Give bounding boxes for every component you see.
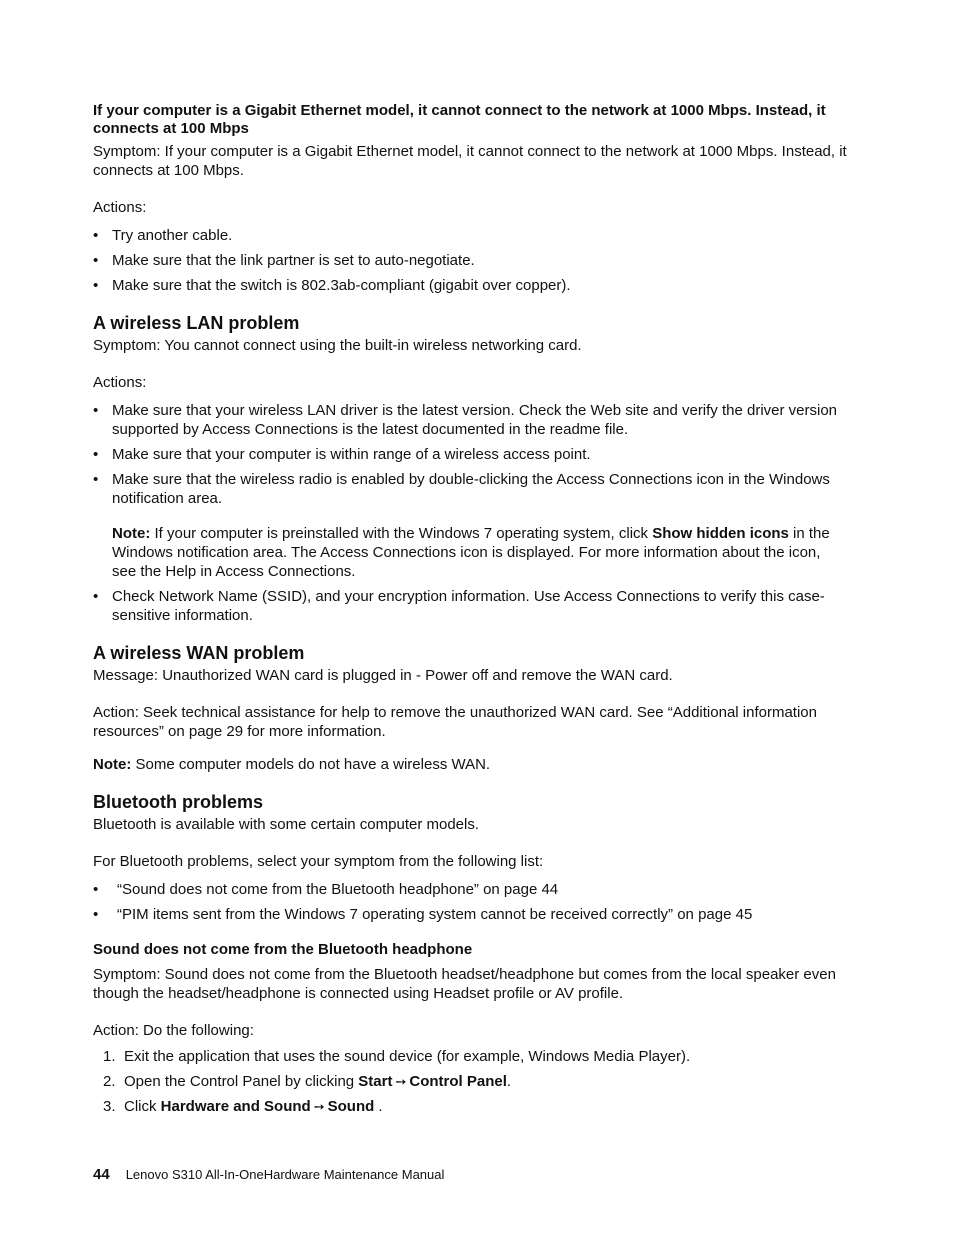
bluetooth-heading: Bluetooth problems (93, 792, 263, 812)
bullet: • (93, 402, 99, 419)
symptom-link[interactable]: • “Sound does not come from the Bluetooth headphone” on page 44 (93, 881, 559, 898)
bullet: • (93, 446, 99, 463)
wlan-symptom: Symptom: You cannot connect using the built-in wireless networking card. (93, 337, 582, 354)
bullet: • (93, 906, 99, 923)
list-item: • Check Network Name (SSID), and your encryption information. Use Access Connections to verify this case-sensitive information. (93, 588, 825, 624)
list-item: 3. Click Hardware and Sound ➙ Sound . (103, 1098, 383, 1115)
bluetooth-action-label: Action: Do the following: (93, 1022, 254, 1039)
page-footer (93, 1166, 444, 1183)
page-number: 44 (93, 1166, 110, 1183)
wwan-action: Action: Seek technical assistance for help to remove the unauthorized WAN card. See “Additional information resources” on page 29 for more information. (93, 704, 817, 740)
bullet: • (93, 881, 99, 898)
bluetooth-symptom: Symptom: Sound does not come from the Bluetooth headset/headphone but comes from the local speaker even though the headset/headphone is connected using Headset profile or AV profile. (93, 966, 836, 1002)
bluetooth-sub-heading: Sound does not come from the Bluetooth headphone (93, 941, 473, 958)
bluetooth-links-list (93, 880, 848, 924)
gigabit-symptom: Symptom: If your computer is a Gigabit Ethernet model, it cannot connect to the network at 1000 Mbps. Instead, it connects at 100 Mbps. (93, 143, 847, 179)
gigabit-actions-label: Actions: (93, 199, 147, 216)
list-item: • Try another cable. (93, 227, 233, 244)
wwan-message: Message: Unauthorized WAN card is plugged in - Power off and remove the WAN card. (93, 667, 673, 684)
gigabit-heading: If your computer is a Gigabit Ethernet model, it cannot connect to the network at 1000 Mbps. Instead, it connects at 100 Mbps (93, 102, 826, 137)
arrow-icon: ➙ (395, 1074, 407, 1089)
list-item: • Make sure that the wireless radio is enabled by double-clicking the Access Connections icon in the Windows notification area. Note: If your computer is preinstalled with the Windows 7 operating system, click Show hidden icons in the Windows notification area. The Access Connections icon is displayed. For more information about the icon, see the Help in Access Connections. (93, 470, 848, 581)
bullet: • (93, 471, 99, 488)
bullet: • (93, 588, 99, 605)
bluetooth-lead: For Bluetooth problems, select your symptom from the following list: (93, 853, 544, 870)
symptom-link[interactable]: • “PIM items sent from the Windows 7 operating system cannot be received correctly” on page 45 (93, 906, 753, 923)
wwan-note: Note: Some computer models do not have a wireless WAN. (93, 756, 491, 773)
bullet: • (93, 227, 99, 244)
list-item: 2. Open the Control Panel by clicking Start ➙ Control Panel. (103, 1073, 512, 1090)
wlan-note: Note: If your computer is preinstalled with the Windows 7 operating system, click Show hidden icons in the Windows notification area. The Access Connections icon is displayed. For more information about the icon, see the Help in Access Connections. (112, 525, 830, 580)
gigabit-actions-list (93, 226, 848, 295)
list-item: • Make sure that your computer is within range of a wireless access point. (93, 446, 591, 463)
page-content (93, 102, 848, 1116)
bluetooth-intro: Bluetooth is available with some certain computer models. (93, 816, 480, 833)
wlan-actions-list (93, 401, 848, 625)
manual-title: Lenovo S310 All-In-OneHardware Maintenance Manual (125, 1167, 445, 1182)
list-item: 1. Exit the application that uses the sound device (for example, Windows Media Player). (103, 1048, 691, 1065)
bullet: • (93, 252, 99, 269)
wlan-heading: A wireless LAN problem (93, 313, 300, 333)
list-item: • Make sure that your wireless LAN driver is the latest version. Check the Web site and verify the driver version supported by Access Connections is the latest documented in the readme file. (93, 402, 838, 438)
list-item: • Make sure that the switch is 802.3ab-compliant (gigabit over copper). (93, 277, 571, 294)
arrow-icon: ➙ (313, 1099, 325, 1114)
bullet: • (93, 277, 99, 294)
wwan-heading: A wireless WAN problem (93, 643, 305, 663)
bluetooth-steps (93, 1047, 848, 1116)
wlan-actions-label: Actions: (93, 374, 147, 391)
list-item: • Make sure that the link partner is set to auto-negotiate. (93, 252, 475, 269)
